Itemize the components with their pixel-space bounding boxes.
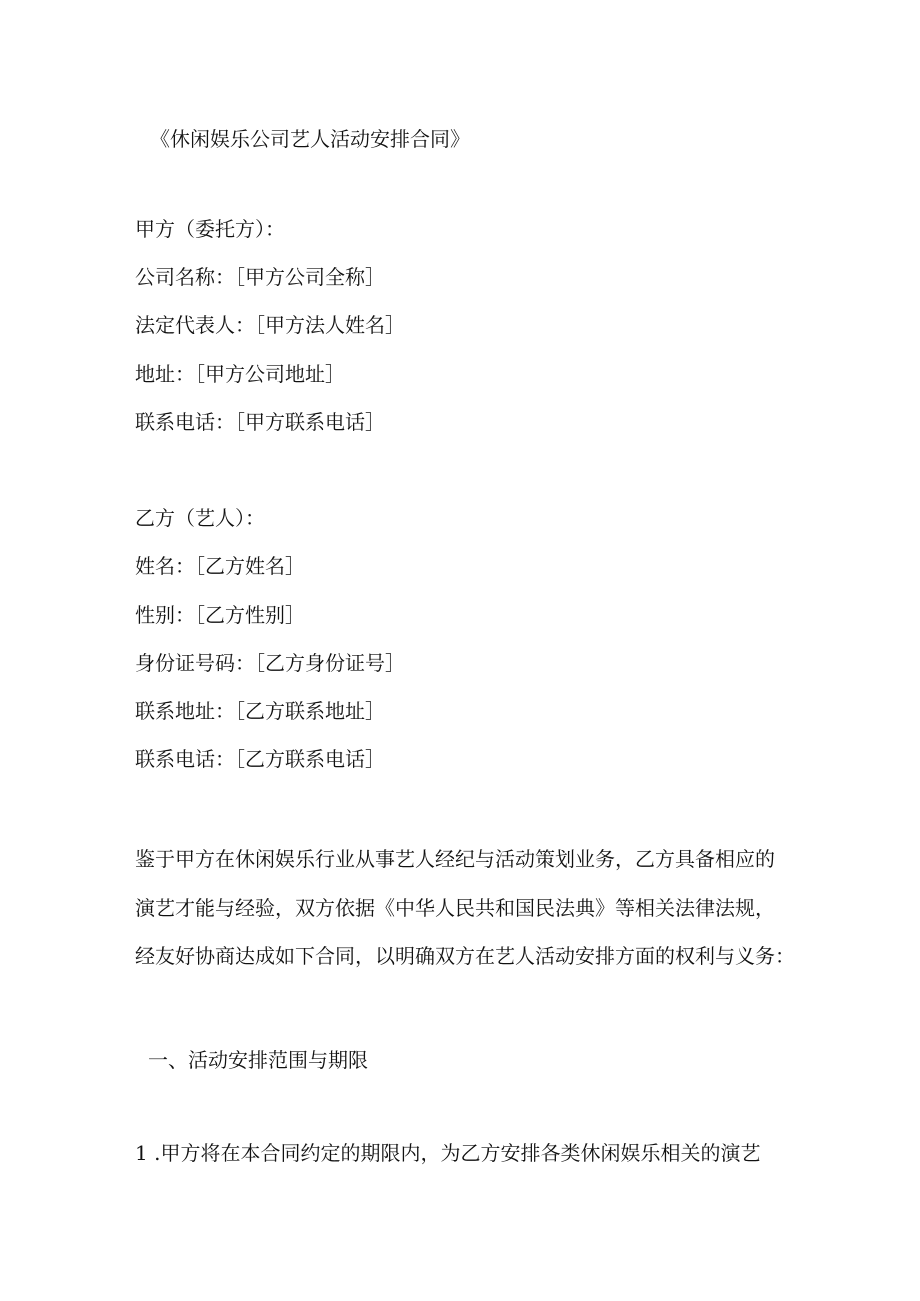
section-1-heading: 一、活动安排范围与期限 [148, 1048, 368, 1072]
party-a-company-name: 公司名称：［甲方公司全称］ [135, 265, 385, 289]
preamble-line: 经友好协商达成如下合同，以明确双方在艺人活动安排方面的权利与义务： [135, 944, 795, 968]
party-a-phone: 联系电话：［甲方联系电话］ [135, 410, 385, 434]
party-b-gender: 性别：［乙方性别］ [135, 603, 305, 627]
section-1-clause-1: 1 .甲方将在本合同约定的期限内，为乙方安排各类休闲娱乐相关的演艺 [135, 1141, 761, 1165]
preamble-line: 鉴于甲方在休闲娱乐行业从事艺人经纪与活动策划业务，乙方具备相应的 [135, 847, 775, 871]
preamble-line: 演艺才能与经验，双方依据《中华人民共和国民法典》等相关法律法规， [135, 896, 775, 920]
party-b-address: 联系地址：［乙方联系地址］ [135, 699, 385, 723]
party-b-phone: 联系电话：［乙方联系电话］ [135, 747, 385, 771]
party-a-legal-rep: 法定代表人：［甲方法人姓名］ [135, 313, 405, 337]
party-b-name: 姓名：［乙方姓名］ [135, 554, 305, 578]
party-b-heading: 乙方（艺人）： [135, 506, 265, 530]
party-a-heading: 甲方（委托方）： [135, 217, 285, 241]
party-b-id-number: 身份证号码：［乙方身份证号］ [135, 651, 405, 675]
document-title: 《休闲娱乐公司艺人活动安排合同》 [150, 127, 470, 151]
party-a-address: 地址：［甲方公司地址］ [135, 362, 345, 386]
